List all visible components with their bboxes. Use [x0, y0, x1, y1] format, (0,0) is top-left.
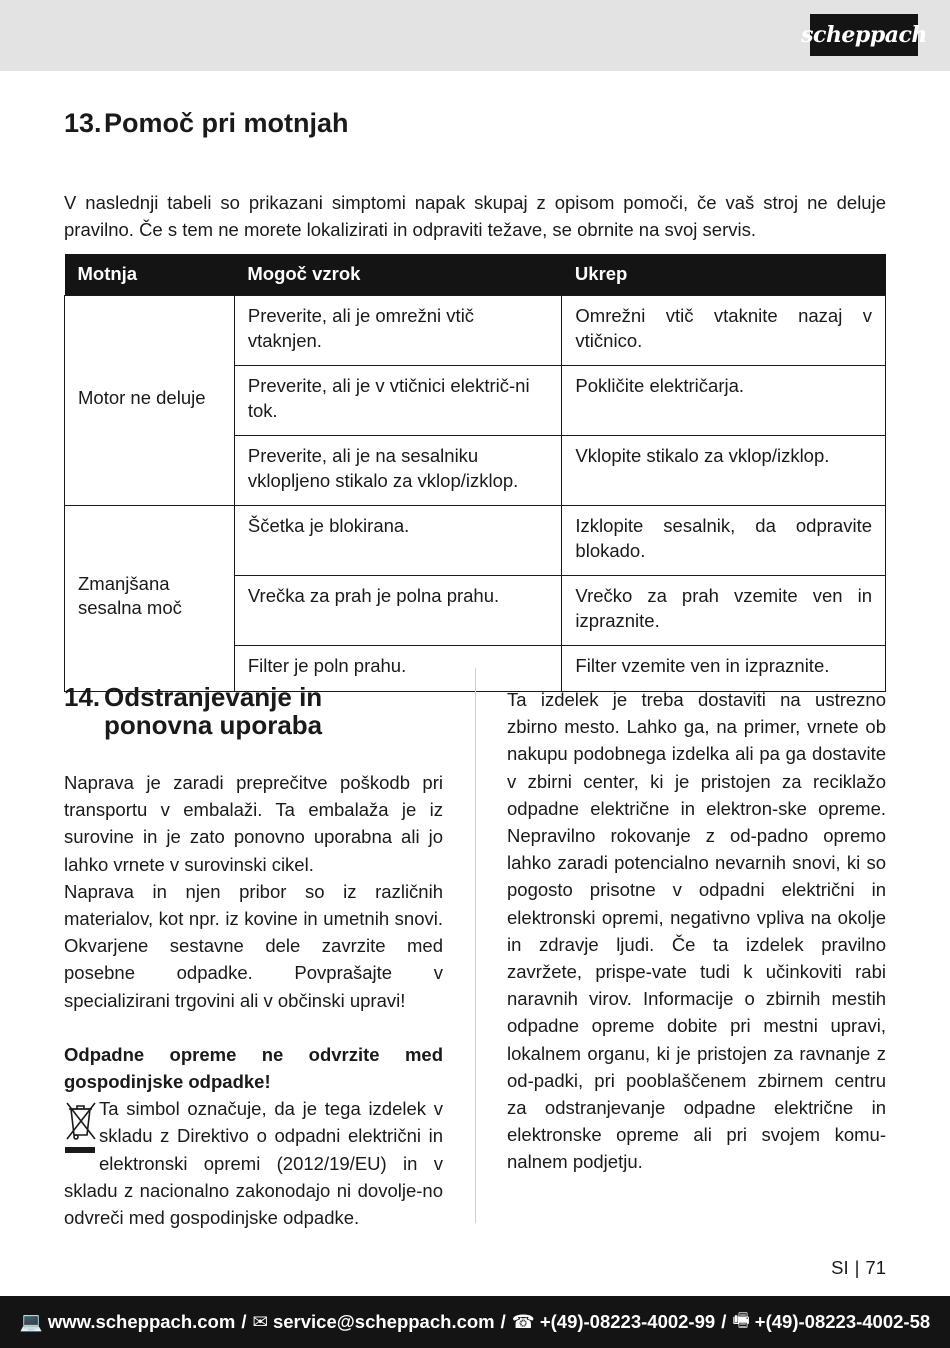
table-header-row [65, 254, 886, 296]
footer-bar [0, 1296, 950, 1348]
materials-paragraph: Naprava in njen pribor so iz različnih materialov, kot npr. iz kovine in umetnih snovi. Okvarjene sestavne dele zavrzite med posebne odpadke. Povprašajte v specializirani trgovini ali v občinski upravi! [64, 880, 443, 1011]
problem-cell: Motor ne deluje [65, 296, 235, 506]
cause-cell: Vrečka za prah je polna prahu. [234, 576, 562, 646]
footer-email[interactable]: service@scheppach.com [272, 1311, 495, 1332]
phone-icon: ☎ [511, 1311, 535, 1332]
action-cell: Izklopite sesalnik, da odpravite blokado. [562, 506, 886, 576]
action-cell: Vrečko za prah vzemite ven in izpraznite. [562, 576, 886, 646]
footer-phone: +(49)-08223-4002-99 [539, 1311, 716, 1332]
table-row [65, 506, 886, 576]
scheppach-logo [801, 14, 927, 56]
table-row [65, 296, 886, 366]
section-title: Odstranjevanje in ponovna uporaba [104, 682, 323, 740]
footer-separator: / [500, 1311, 506, 1332]
section-number: 13. [64, 108, 102, 138]
footer-website[interactable]: www.scheppach.com [47, 1311, 236, 1332]
cause-cell: Filter je poln prahu. [234, 646, 562, 692]
header-problem: Motnja [65, 254, 235, 296]
cause-cell: Ščetka je blokirana. [234, 506, 562, 576]
action-cell: Vklopite stikalo za vklop/izklop. [562, 436, 886, 506]
envelope-icon: ✉ [252, 1311, 268, 1332]
fax-icon: 🖷 [732, 1309, 750, 1330]
cause-cell: Preverite, ali je v vtičnici električ-ni tok. [234, 366, 562, 436]
footer-fax: +(49)-08223-4002-58 [754, 1311, 931, 1332]
weee-text: Ta simbol označuje, da je tega izdelek v skladu z Direktivo o odpadni električni in elektronski opremi (2012/19/EU) in v skladu z nacionalno zakonodajo ni dovolje-no odvreči med gospodinjske odpadke. [64, 1098, 443, 1229]
language-code: SI [831, 1257, 849, 1278]
header-cause: Mogoč vzrok [234, 254, 562, 296]
page-number-value: 71 [865, 1257, 886, 1278]
header-action: Ukrep [562, 254, 886, 296]
page-separator: | [854, 1257, 860, 1278]
packaging-paragraph: Naprava je zaradi preprečitve poškodb pri transportu v embalaži. Ta embalaža je iz surovine in je zato ponovno uporabna ali jo lahko vrnete v surovinski cikel. [64, 772, 443, 875]
right-column [507, 686, 886, 1176]
left-column [64, 683, 443, 1231]
section-13-intro: V naslednji tabeli so prikazani simptomi napak skupaj z opisom pomoči, če vaš stroj ne deluje pravilno. Če s tem ne morete lokalizirati in odpraviti težave, se obrnite na svoj servis. [64, 191, 886, 240]
logo-text: scheppach [801, 22, 927, 48]
action-cell: Filter vzemite ven in izpraznite. [562, 646, 886, 692]
computer-icon: 💻 [19, 1311, 43, 1332]
footer-separator: / [241, 1311, 247, 1332]
disposal-warning: Odpadne opreme ne odvrzite med gospodinjske odpadke! [64, 1043, 443, 1093]
section-number: 14. [64, 682, 101, 712]
collection-paragraph: Ta izdelek je treba dostaviti na ustrezno zbirno mesto. Lahko ga, na primer, vrnete ob nakupu podobnega izdelka ali pa ga dostavite v zbirni center, ki je pristojen za reciklažo odpadne električne in elektron-ske opreme. Nepravilno rokovanje z od-padno opremo lahko zaradi potencialno nevarnih snovi, ki so pogosto prisotne v odpadni električni in elektronski opremi, negativno vpliva na okolje in zdravje ljudi. Če ta izdelek pravilno zavržete, prispe-vate tudi k učinkoviti rabi naravnih virov. Informacije o zbirnih mestih odpadne opreme dobite pri mestni upravi, lokalnem organu, ki je pristojen za ravnanje z od-padki, pri pooblaščenem zbirnem centru za odstranjevanje odpadne električne in elektronske opreme ali pri svojem komu-nalnem podjetju. [507, 689, 886, 1173]
page-number [831, 1257, 886, 1279]
footer-separator: / [721, 1311, 727, 1332]
action-cell: Pokličite električarja. [562, 366, 886, 436]
section-14-heading [64, 683, 443, 739]
section-title: Pomoč pri motnjah [104, 108, 349, 138]
cause-cell: Preverite, ali je omrežni vtič vtaknjen. [234, 296, 562, 366]
weee-notice [64, 1095, 443, 1231]
section-13-heading [64, 108, 349, 139]
header-bar [0, 0, 950, 71]
cause-cell: Preverite, ali je na sesalniku vklopljeno stikalo za vklop/izklop. [234, 436, 562, 506]
column-divider [475, 668, 476, 1223]
problem-cell: Zmanjšana sesalna moč [65, 506, 235, 692]
action-cell: Omrežni vtič vtaknite nazaj v vtičnico. [562, 296, 886, 366]
troubleshooting-table [64, 254, 886, 692]
crossed-bin-icon [64, 1095, 98, 1163]
